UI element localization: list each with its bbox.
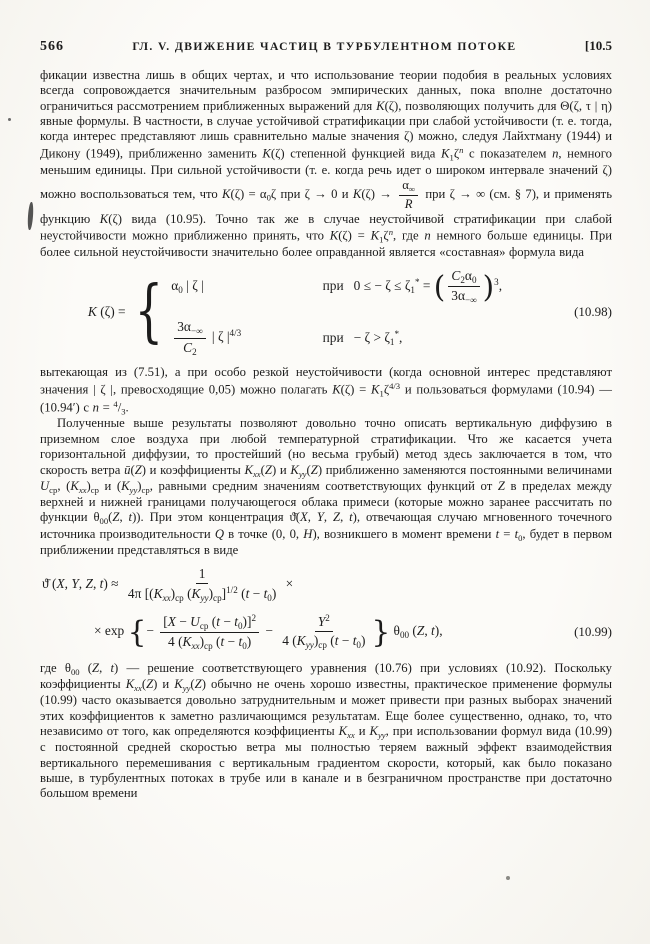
- page-header: [40, 38, 612, 55]
- paragraph-4: где $\theta_{00}$ (Z, t) — решение соответствующего уравнения (10.76) при условиях (10.92). Поскольку коэффициенты $K_{xx}(Z)$ и $K_{yy}(Z)$ обычно не очень хорошо известны, практическое применение формулы (10.99) часто оказывается довольно затруднительным и может привести при разных выборах значений этих коэффициентов к заметно различающимся результатам. Еще более существенно, однако, то, что независимо от того, как определяются коэффициенты $K_{xx}$ и $K_{yy}$, при использовании формул вида (10.99) с постоянной средней скоростью ветра мы полностью теряем важный эффект взаимодействия вертикального перемешивания с вертикальным градиентом скорости, который, как было показано выше, в турбулентных потоках в трубе или в канале и в безграничном пространстве при достаточно большом времени: [40, 660, 612, 801]
- eq-10-99-number: (10.99): [574, 624, 612, 640]
- page-number: 566: [40, 39, 64, 54]
- paragraph-2: вытекающая из (7.51), а при особо резкой неустойчивости (когда основной интерес представляют значения | ζ |, превосходящие 0,05) можно полагать $K(\zeta) = K_1\zeta^{4/3}$ и пользоваться формулами (10.94) — (10.94′) с $n = ^4/_3$.: [40, 365, 612, 417]
- section-marker: [10.5: [584, 38, 612, 53]
- paragraph-3: Полученные выше результаты позволяют довольно точно описать вертикальную диффузию в приземном слое воздуха при любой температурной стратификации. Что же касается учета горизонтальной диффузии, то простейший (но весьма грубый) метод здесь заключается в том, что скорость ветра ū(Z) и коэффициенты $K_{xx}(Z)$ и $K_{yy}(Z)$ приближенно заменяются постоянными величинами $U_{ср}$, $(K_{xx})_{ср}$ и $(K_{yy})_{ср}$, равными средним значениям соответствующих функций от Z в пределах между верхней и нижней границами получающегося облака примеси (которые можно заранее рассчитать по функции $\theta_{00}(Z$, t)). При этом концентрация ϑ̄(X, Y, Z, t), отвечающая случаю мгновенного точечного источника производительности Q в точке (0, 0, H), возникшего в момент времени $t = t_0$, будет в первом приближении представляться в виде: [40, 416, 613, 557]
- equation-10-98: [40, 268, 612, 358]
- eq-10-98-lhs: K (ζ) =: [87, 304, 126, 320]
- eq-10-98-cases: [171, 268, 502, 358]
- equation-10-99: [40, 566, 612, 652]
- eq-10-99-line-1: ϑ̄ (X, Y, Z, t) ≈ $\frac{1}{4\pi [(K_{xx})_{ср} (K_{yy})_{ср}]^{1/2} (t - t_0)}$ ×: [42, 566, 294, 603]
- paragraph-1: фикации известна лишь в общих чертах, и что использование теории подобия в реальных условиях всегда сопровождается значительным разбросом эмпирических данных, пока вполне достаточно ограничиться рассмотрением приближенных выражений для K(ζ), позволяющих получить для Θ(ζ, τ | η) явные формулы. В частности, в случае устойчивой стратификации при слабой устойчивости (т. е. тогда, когда интерес представляют лишь сравнительно малые значения ζ) можно, следуя Лайхтману (1944) и Дикону (1949), приближенно заменить K(ζ) степенной функцией вида $K_1\zeta^n$ с показателем n, немного меньшим единицы. При сильной устойчивости (т. е. когда речь идет о широком интервале значений ζ) можно воспользоваться тем, что $K(\zeta) = \alpha_0\zeta$ при ζ → 0 и K(ζ) → $\frac{\alpha_\infty}{R}$ при ζ → ∞ (см. § 7), и применять функцию K(ζ) вида (10.95). Точно так же в случае неустойчивой стратификации при слабой неустойчивости можно приближенно принять, что $K(\zeta) = K_1\zeta^n$, где n немного больше единицы. При более сильной неустойчивости значительно более оправданной является «составная» формула вида: [40, 68, 612, 260]
- scan-artifact-ink-smudge: [27, 202, 34, 230]
- piecewise-brace-glyph: {: [134, 272, 163, 352]
- eq-10-98-case-1-expr: $\alpha_0$ | ζ |: [171, 278, 204, 296]
- running-title: ГЛ. V. ДВИЖЕНИЕ ЧАСТИЦ В ТУРБУЛЕНТНОМ ПОТОКЕ: [132, 40, 517, 53]
- eq-10-98-case-2-expr: $\frac{3\alpha_{-\infty}}{C_2}$ | ζ $|^{4/3}$: [171, 319, 319, 357]
- eq-10-98-case-2-condition: при − $\zeta > \zeta_1^*$,: [322, 329, 403, 348]
- eq-10-99-line-2: [94, 613, 612, 652]
- eq-10-98-number: (10.98): [574, 304, 612, 320]
- eq-10-98-case-2: [171, 319, 502, 357]
- page-body: [40, 68, 612, 802]
- eq-10-99-line-2-body: × exp {− $\frac{[X - U_{ср} (t - t_0)]^2}{4 (K_{xx})_{ср} (t - t_0)}$ − $\frac{Y^2}{4 (K_{yy})_{ср} (t - t_0)}$ } $\theta_{00}$ (Z, t),: [94, 612, 443, 652]
- scan-artifact-dot: [8, 118, 11, 121]
- eq-10-98-case-1: [171, 268, 502, 306]
- scan-artifact-dot: [506, 876, 510, 880]
- eq-10-98-case-1-condition: при 0 ≤ − $\zeta \le \zeta_1^*$ = ( $\frac{C_2\alpha_0}{3\alpha_{-\infty}}$ )$^3$,: [322, 267, 503, 306]
